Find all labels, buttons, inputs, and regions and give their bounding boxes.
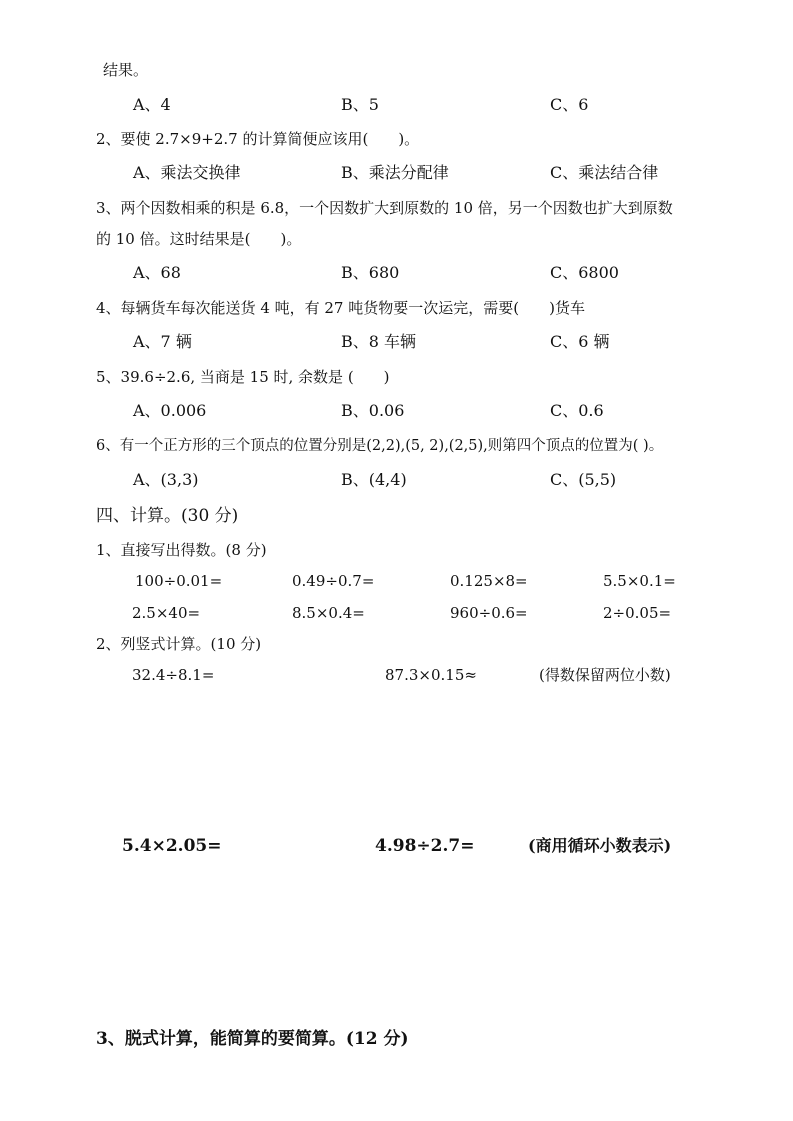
vertical-calc-2: 87.3×0.15≈ xyxy=(385,666,477,684)
q3-stem-line2: 的 10 倍。这时结果是( )。 xyxy=(96,230,302,248)
q1-option-b: B、5 xyxy=(341,95,379,114)
vertical-calc-2-note: (得数保留两位小数) xyxy=(539,666,671,684)
q3-stem-line1: 3、两个因数相乘的积是 6.8，一个因数扩大到原数的 10 倍，另一个因数也扩大到原数 xyxy=(96,199,673,217)
oral-calc-6: 8.5×0.4= xyxy=(292,604,365,622)
q6-stem: 6、有一个正方形的三个顶点的位置分别是(2,2),(5, 2),(2,5),则第四个顶点的位置为( )。 xyxy=(96,438,664,454)
q5-option-c: C、0.6 xyxy=(550,401,604,420)
q2-option-b: B、乘法分配律 xyxy=(341,163,449,182)
q5-stem: 5、39.6÷2.6, 当商是 15 时, 余数是 ( ) xyxy=(96,368,390,386)
oral-calc-7: 960÷0.6= xyxy=(450,604,528,622)
oral-calc-3: 0.125×8= xyxy=(450,572,528,590)
q4-stem: 4、每辆货车每次能送货 4 吨，有 27 吨货物要一次运完，需要( )货车 xyxy=(96,299,585,317)
oral-calc-1: 100÷0.01= xyxy=(135,572,223,590)
q5-option-b: B、0.06 xyxy=(341,401,405,420)
vertical-calc-4: 4.98÷2.7= xyxy=(375,836,475,856)
q1-option-c: C、6 xyxy=(550,95,589,114)
q4-option-a: A、7 辆 xyxy=(133,332,192,351)
q2-option-a: A、乘法交换律 xyxy=(133,163,241,182)
q6-option-b: B、(4,4) xyxy=(341,470,407,489)
q2-stem: 2、要使 2.7×9+2.7 的计算简便应该用( )。 xyxy=(96,130,420,148)
oral-calc-5: 2.5×40= xyxy=(132,604,201,622)
q4-option-c: C、6 辆 xyxy=(550,332,610,351)
q3-option-a: A、68 xyxy=(133,263,181,282)
q3-option-c: C、6800 xyxy=(550,263,619,282)
q1-option-a: A、4 xyxy=(133,95,171,114)
q6-option-a: A、(3,3) xyxy=(133,470,199,489)
oral-calc-8: 2÷0.05= xyxy=(603,604,672,622)
part3-title: 3、脱式计算，能简算的要简算。(12 分) xyxy=(96,1029,409,1049)
q4-option-b: B、8 车辆 xyxy=(341,332,417,351)
q1-tail-text: 结果。 xyxy=(103,61,149,79)
q6-option-c: C、(5,5) xyxy=(550,470,617,489)
vertical-calc-1: 32.4÷8.1= xyxy=(132,666,215,684)
section4-title: 四、计算。(30 分) xyxy=(96,506,239,526)
vertical-calc-3: 5.4×2.05= xyxy=(122,836,222,856)
part1-title: 1、直接写出得数。(8 分) xyxy=(96,541,267,559)
part2-title: 2、列竖式计算。(10 分) xyxy=(96,635,262,653)
q3-option-b: B、680 xyxy=(341,263,400,282)
vertical-calc-4-note: (商用循环小数表示) xyxy=(528,836,672,855)
oral-calc-2: 0.49÷0.7= xyxy=(292,572,375,590)
oral-calc-4: 5.5×0.1= xyxy=(603,572,676,590)
q2-option-c: C、乘法结合律 xyxy=(550,163,659,182)
q5-option-a: A、0.006 xyxy=(133,401,207,420)
